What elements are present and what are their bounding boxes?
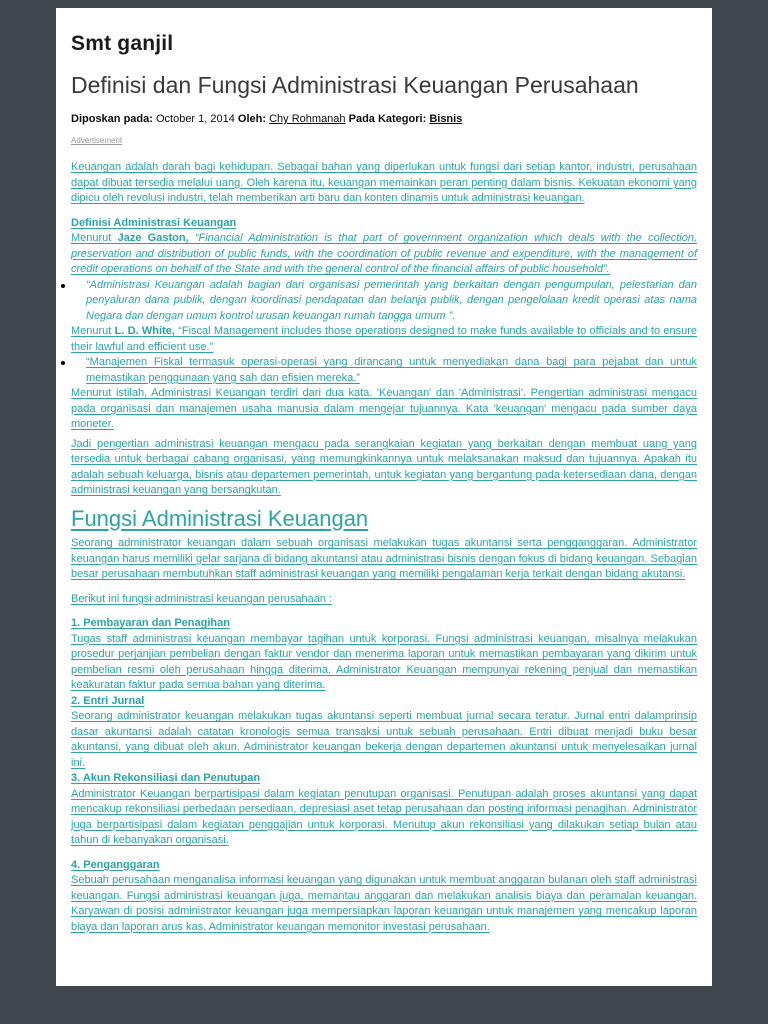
bullet-manajemen-text: “Manajemen Fiskal termasuk operasi-operasi yang dirancang untuk menyediakan dana bagi para pejabat dan untuk memastikan penggunaan yang sah dan efisien mereka.” <box>86 356 697 384</box>
white-prefix: Menurut <box>71 325 115 337</box>
article-heading: Definisi dan Fungsi Administrasi Keuangan Perusahaan <box>71 72 639 98</box>
white-paragraph <box>71 324 697 355</box>
post-meta <box>71 113 697 126</box>
white-name: L. D. White, <box>114 325 175 337</box>
document-page <box>56 8 712 986</box>
fungsi-intro-paragraph: Seorang administrator keuangan dalam sebuah organisasi melakukan tugas akuntansi serta pengganggaran. Administrator keuangan harus memiliki gelar sarjana di bidang akuntansi atau administrasi bisnis dengan fokus di bidang keuangan. Sebagian besar perusahaan membutuhkan staff administrasi keuangan yang memiliki pengalaman kerja terkait dengan bidang akutansi. <box>71 537 697 580</box>
gaston-quote: “Financial Administration is that part of government organization which deals with the collection, preservation and distribution of public funds, with the coordination of public revenue and expenditure, with the management of credit operations on behalf of the State and with the general control of the financial affairs of public household”. <box>71 232 698 275</box>
bullet-manajemen-fiskal <box>60 355 697 386</box>
intro-paragraph: Keuangan adalah darah bagi kehidupan. Sebagai bahan yang diperlukan untuk fungsi dari setiap kantor, industri, perusahaan dapat dibuat tersedia melalui uang. Oleh karena itu, keuangan memainkan peran penting dalam bisnis. Kekuatan ekonomi yang dipicu oleh revolusi industri, telah memberikan arti baru dan konten dinamis untuk administrasi keuangan. <box>71 161 697 204</box>
page-title: Smt ganjil <box>71 32 174 55</box>
category-link[interactable]: Bisnis <box>429 113 463 125</box>
section-title: 1. Pembayaran dan Penagihan <box>71 617 230 629</box>
advertisement-link[interactable]: Advertisement <box>71 136 123 145</box>
section-rekonsiliasi <box>71 771 697 849</box>
section-penganggaran <box>71 858 697 936</box>
section-entri-jurnal <box>71 694 697 772</box>
gaston-name: Jaze Gaston, <box>117 232 189 244</box>
istilah-paragraph: Menurut istilah, Administrasi Keuangan terdiri dari dua kata. 'Keuangan' dan 'Administrasi'. Pengertian administrasi mengacu pada organisasi dan manajemen usaha manusia dalam mengejar tujuannya. Kata 'keuangan' mengacu pada sumber daya moneter. <box>71 387 697 430</box>
bullet-administrasi-text: “Administrasi Keuangan adalah bagian dari organisasi pemerintah yang berkaitan dengan pengumpulan, pelestarian dan penyaluran dana publik, dengan koordinasi pendapatan dan belanja publik, dengan pengelolaan kredit operasi atas nama Negara dan dengan umum kontrol urusan keuangan rumah tangga umum ”. <box>86 278 697 322</box>
posted-date: October 1, 2014 <box>155 113 235 125</box>
section-title: 3. Akun Rekonsiliasi dan Penutupan <box>71 772 261 784</box>
definisi-subheading: Definisi Administrasi Keuangan <box>71 216 237 229</box>
author-link[interactable]: Chy Rohmanah <box>269 113 346 125</box>
section-body: Sebuah perusahaan menganalisa informasi keuangan yang digunakan untuk membuat anggaran bulanan oleh staff administrasi keuangan. Fungsi administrasi keuangan juga, memantau anggaran dan melakukan analisis biaya dan peramalan keuangan. Karyawan di posisi administrator keuangan juga mempersiapkan laporan keuangan untuk manajemen yang mencakup laporan biaya dan laporan arus kas. Administrator keuangan memonitor investasi perusahaan. <box>71 874 697 933</box>
bullet-administrasi-keuangan <box>60 278 697 325</box>
posted-label: Diposkan pada: <box>71 113 153 125</box>
section-pembayaran <box>71 616 697 694</box>
bullet-list <box>60 355 697 386</box>
section-body: Tugas staff administrasi keuangan membayar tagihan untuk korporasi. Fungsi administrasi keuangan, misalnya melakukan prosedur perjanjian pembelian dengan faktur vendor dan menerima laporan untuk memastikan pembayaran yang dikirim untuk pembelian resmi oleh perusahaan hingga diterima. Administrator Keuangan mempunyai rekening penjual dan memastikan keakuratan faktur pada semua bahan yang diterima. <box>71 632 697 691</box>
gaston-paragraph <box>71 231 697 278</box>
berikut-paragraph: Berikut ini fungsi administrasi keuangan perusahaan : <box>71 592 333 605</box>
gaston-prefix: Menurut <box>71 232 118 244</box>
section-title: 4. Penganggaran <box>71 858 160 871</box>
jadi-paragraph: Jadi pengertian administrasi keuangan mengacu pada serangkaian kegiatan yang berkaitan dengan membuat uang yang tersedia untuk berbagai cabang organisasi, yang memungkinkannya untuk melaksanakan maksud dan tujuannya. Apakah itu adalah sebuah keluarga, bisnis atau departemen pemerintah, untuk kegiatan yang bergantung pada ketersediaan dana, dengan administrasi keuangan yang bersangkutan. <box>71 437 697 496</box>
section-body: Seorang administrator keuangan melakukan tugas akuntansi seperti membuat jurnal secara teratur. Jurnal entri dalamprinsip dasar akuntansi adalah catatan kronologis semua transaksi untuk sebuah perusahaan. Entri dibuat menjadi buku besar akuntansi, yang dibuat oleh akun. Administrator keuangan bekerja dengan departemen akuntansi untuk menyelesaikan jurnal ini. <box>71 710 697 769</box>
white-quote: “Fiscal Management includes those operations designed to make funds available to officials and to ensure their lawful and efficient use.” <box>71 325 697 353</box>
fungsi-heading: Fungsi Administrasi Keuangan <box>71 505 369 531</box>
section-body: Administrator Keuangan berpartisipasi dalam kegiatan penutupan organisasi. Penutupan adalah proses akuntansi yang dapat mencakup rekonsiliasi perbedaan persediaan, depresiasi aset tetap perusahaan dan posting informasi penagihan. Administrator juga berpartisipasi dalam kegiatan penggajian untuk korporasi. Menutup akun rekonsiliasi yang dilakukan setiap bulan atau tahun di kebanyakan organisasi. <box>71 787 697 846</box>
category-label: Pada Kategori: <box>348 113 427 125</box>
author-label: Oleh: <box>237 113 267 125</box>
article-body <box>71 160 697 935</box>
section-title: 2. Entri Jurnal <box>71 694 145 707</box>
bullet-list <box>60 278 697 325</box>
